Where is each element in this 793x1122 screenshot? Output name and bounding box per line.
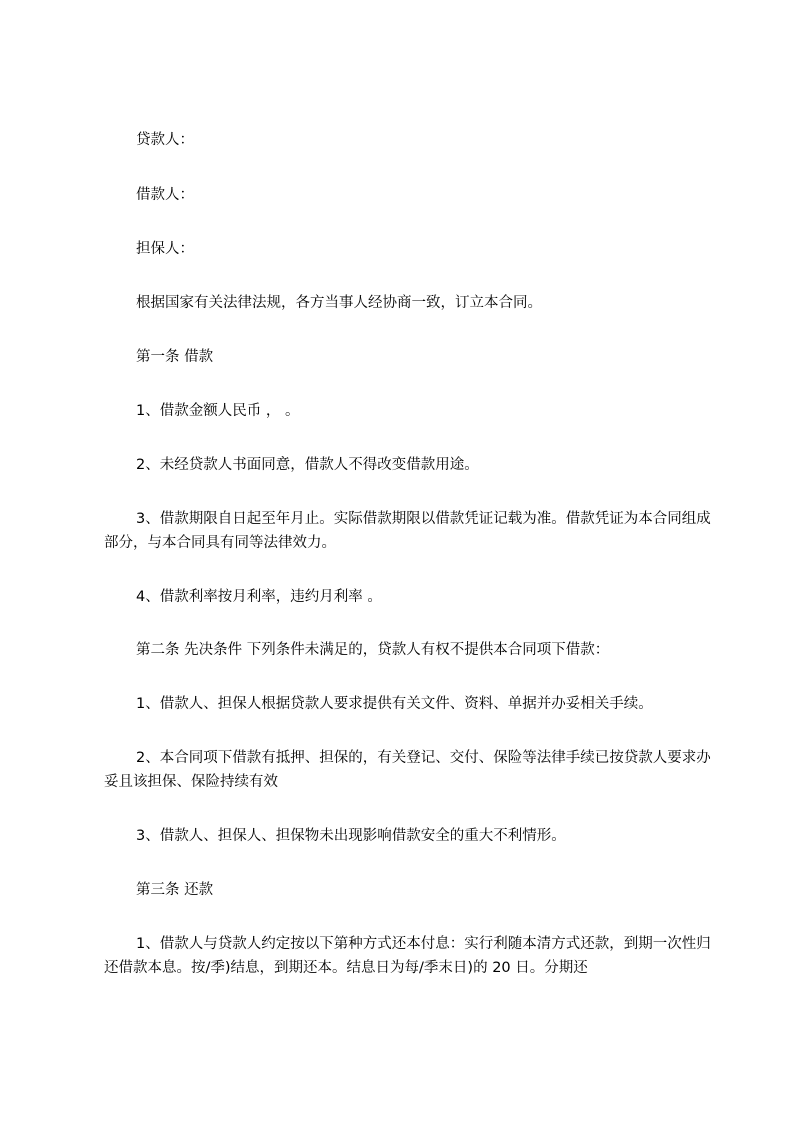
- article-2-clause-3: 3、借款人、担保人、担保物未出现影响借款安全的重大不利情形。: [136, 828, 566, 844]
- article-1-heading: 第一条 借款: [136, 349, 214, 365]
- article-1-clause-3: 3、借款期限自日起至年月止。实际借款期限以借款凭证记载为准。借款凭证为本合同组成部分，与本合同具有同等法律效力。: [104, 511, 711, 551]
- article-2-clause-1: 1、借款人、担保人根据贷款人要求提供有关文件、资料、单据并办妥相关手续。: [136, 696, 653, 712]
- article-1-clause-2: 2、未经贷款人书面同意，借款人不得改变借款用途。: [136, 457, 479, 473]
- article-2-clause-2: 2、本合同项下借款有抵押、担保的，有关登记、交付、保险等法律手续已按贷款人要求办妥且该担保、保险持续有效: [104, 750, 711, 790]
- article-3-heading: 第三条 还款: [136, 882, 214, 898]
- article-1-clause-1: 1、借款金额人民币 ， 。: [136, 403, 300, 419]
- article-3-clause-1: 1、借款人与贷款人约定按以下第种方式还本付息：实行利随本清方式还款，到期一次性归还借款本息。按/季)结息，到期还本。结息日为每/季末日)的 20 日。分期还: [104, 936, 711, 976]
- article-2-heading: 第二条 先决条件 下列条件未满足的，贷款人有权不提供本合同项下借款：: [136, 642, 610, 658]
- guarantor-line: 担保人：: [136, 241, 194, 257]
- preamble-paragraph: 根据国家有关法律法规，各方当事人经协商一致，订立本合同。: [136, 295, 542, 311]
- borrower-line: 借款人：: [136, 187, 194, 203]
- article-1-clause-4: 4、借款利率按月利率，违约月利率 。: [136, 589, 382, 605]
- lender-line: 贷款人：: [136, 132, 194, 148]
